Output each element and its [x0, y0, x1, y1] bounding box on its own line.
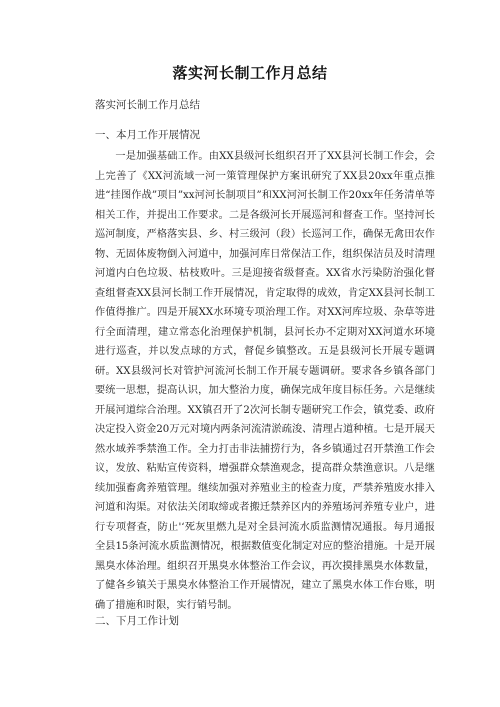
section-body-1: 一是加强基础工作。由XX县级河长组织召开了XX县河长制工作会，会上完善了《XX河流域一河一策管理保护方案讯研究了XX县20xx年重点推进“挂图作战”项目”xx河河长制项目”和XX河河长制工作20xx年任务清单等相关工作，并提出工作要求。二是各级河长开展巡河和督查工作。坚持河长巡河制度，严格落实县、乡、村三级河（段）长巡河工作，确保无禽田农作物、无固体废物倒入河道中，加强河库日常保洁工作，组织保洁员及时清理河道内白色垃圾、枯枝败叶。三是迎接省级督查。XX省水污染防治强化督查组督查XX县河长制工作开展情况，肯定取得的成效，肯定XX县河长制工作值得推广。四是开展XX水环境专项治理工作。对XX河库垃圾、杂草等进行全面清理，建立常态化治理保护机制，县河长办不定期对XX河道水环境进行巡查，并以发点球的方式，督促乡镇整改。五是县级河长开展专题调研。XX县级河长对管护河流河长制工作开展专题调研。要求各乡镇各部门要统一思想，提高认识，加大整治力度，确保完成年度目标任务。六是继续开展河道综合治理。XX镇召开了2次河长制专题研究工作会，镇党委、政府决定投入资金20万元对境内两条河流清淤疏浚、清理占道种植。七是开展天然水域养季禁渔工作。全力打击非法捕捞行为，各乡镇通过召开禁渔工作会议，发放、粘贴宣传资料，增强群众禁渔观念，提高群众禁渔意识。八是继续加强畜禽养殖管理。继续加强对养殖业主的检查力度，严禁养殖废水排入河道和沟渠。对依法关闭取缔或者搬迁禁养区内的养殖场河养殖专业户，进行专项督查，防止'‘死灰里燃九是对全县河流水质监测情况通报。每月通报全县15条河流水质监测情况，根据数值变化制定对应的整治措施。十是开展黑臭水体治理。组织召开黑臭水体整治工作会议，再次摸排黑臭水体数量，了健各乡镇关于黑臭水体整治工作开展情况，建立了黑臭水体工作台账，明确了措施和时限，实行销号制。 — [95, 151, 435, 611]
page-title: 落实河长制工作月总结 — [172, 64, 328, 82]
section-heading-2: 二、下月工作计划 — [95, 615, 179, 627]
document-subtitle: 落实河长制工作月总结 — [95, 99, 200, 111]
section-heading-1: 一、本月工作开展情况 — [95, 129, 200, 141]
